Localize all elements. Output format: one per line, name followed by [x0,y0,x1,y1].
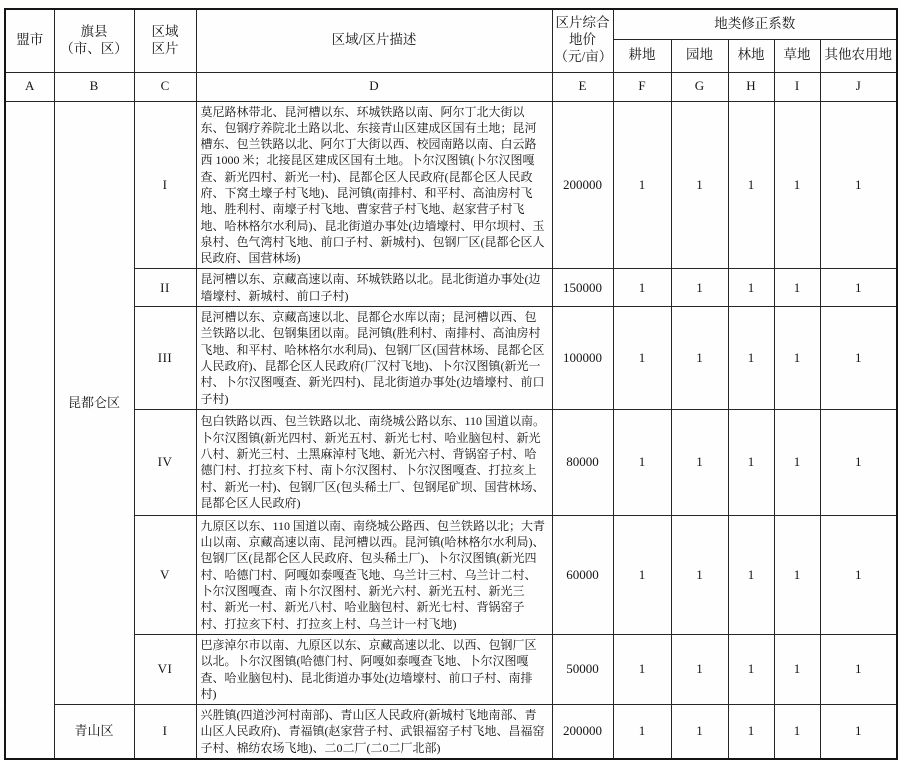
price-cell: 100000 [552,307,613,410]
coef-grass-cell: 1 [774,705,820,759]
coef-other-cell: 1 [820,269,897,307]
header-price-line2: 地价 [569,32,596,48]
header-league-city: 盟市 [5,9,54,72]
coef-forest-cell: 1 [728,409,774,515]
coef-other-cell: 1 [820,515,897,634]
header-land-type-orchard: 园地 [671,39,728,72]
header-zone-line1: 区域 [151,23,179,39]
header-county-line2: （市、区） [60,40,128,56]
column-letter-b: B [54,72,134,101]
header-price-line3: （元/亩） [554,49,613,65]
coef-cultivated-cell: 1 [613,409,671,515]
description-cell: 包白铁路以西、包兰铁路以北、南绕城公路以东、110 国道以南。卜尔汉图镇(新光四村、新光五村、新光七村、哈业脑包村、新光八村、新光三村、土黑麻淖村飞地、新光六村、背锅窑子村、哈德门村、打拉亥下村、南卜尔汉图村、卜尔汉图嘎查、打拉亥上村、新光一村)、包钢厂区(包头稀土厂、包钢尾矿坝、国营林场、昆都仑区人民政府) [196,409,552,515]
description-cell: 兴胜镇(四道沙河村南部)、青山区人民政府(新城村飞地南部、青山区人民政府)、青福镇(赵家营子村、武银福窑子村飞地、昌福窑子村、棉纺农场飞地)、二0二厂(二0二厂北部) [196,705,552,759]
header-county [54,9,134,72]
table-row [5,409,897,515]
table-row [5,515,897,634]
coef-other-cell: 1 [820,307,897,410]
coef-orchard-cell: 1 [671,307,728,410]
zone-cell: IV [134,409,196,515]
zone-cell: V [134,515,196,634]
table-row [5,705,897,759]
column-letter-f: F [613,72,671,101]
price-cell: 150000 [552,269,613,307]
coef-forest-cell: 1 [728,101,774,269]
column-letter-a: A [5,72,54,101]
table-row [5,307,897,410]
coef-other-cell: 1 [820,101,897,269]
coef-other-cell: 1 [820,409,897,515]
header-land-type-forest: 林地 [728,39,774,72]
coef-forest-cell: 1 [728,515,774,634]
coef-cultivated-cell: 1 [613,269,671,307]
coef-cultivated-cell: 1 [613,515,671,634]
price-cell: 80000 [552,409,613,515]
table-row [5,634,897,704]
price-cell: 200000 [552,705,613,759]
coef-grass-cell: 1 [774,515,820,634]
description-cell: 昆河槽以东、京藏高速以北、昆都仑水库以南；昆河槽以西、包兰铁路以北、包钢集团以南。昆河镇(胜利村、南排村、高油房村飞地、和平村、哈林格尔水利局)、包钢厂区(国营林场、昆都仑区人民政府)、昆都仑区人民政府(厂汉村飞地)、卜尔汉图镇(新光一村、卜尔汉图嘎查、新光四村)、昆北街道办事处(边墙壕村、前口子村) [196,307,552,410]
zone-cell: III [134,307,196,410]
coef-cultivated-cell: 1 [613,101,671,269]
zone-cell: II [134,269,196,307]
header-zone [134,9,196,72]
header-zone-line2: 区片 [151,40,179,56]
header-coefficient-group: 地类修正系数 [613,9,897,39]
district-cell-qingshan: 青山区 [54,705,134,759]
description-cell: 九原区以东、110 国道以南、南绕城公路西、包兰铁路以北；大青山以南、京藏高速以南、昆河槽以西。昆河镇(哈林格尔水利局)、包钢厂区(昆都仑区人民政府、包头稀土厂)、卜尔汉图镇(新光四村、哈德门村、阿嘎如泰嘎查飞地、乌兰计三村、乌兰计二村、卜尔汉图嘎查、南卜尔汉图村、新光六村、新光五村、新光三村、新光一村、新光八村、哈业脑包村、新光七村、背锅窑子村、打拉亥下村、打拉亥上村、乌兰计一村飞地) [196,515,552,634]
header-county-line1: 旗县 [80,23,108,39]
coef-grass-cell: 1 [774,409,820,515]
table-row [5,101,897,269]
header-land-type-grass: 草地 [774,39,820,72]
column-letter-c: C [134,72,196,101]
coef-orchard-cell: 1 [671,515,728,634]
coef-cultivated-cell: 1 [613,307,671,410]
coef-other-cell: 1 [820,634,897,704]
coef-orchard-cell: 1 [671,634,728,704]
description-cell: 莫尼路林带北、昆河槽以东、环城铁路以南、阿尔丁北大街以东、包钢疗养院北土路以北、东接青山区建成区国有土地；昆河槽东、包兰铁路以北、阿尔丁大街以西、校园南路以南、白云路西 1000 米；北接昆区建成区国有土地。卜尔汉图镇(卜尔汉图嘎查、新光四村、新光一村)、昆都仑区人民政府(昆都仑区人民政府、下窝土壕子村飞地)、昆河镇(南排村、和平村、高油房村飞地、胜利村、南壕子村飞地、曹家营子村飞地、赵家营子村飞地、哈林格尔水利局)、昆北街道办事处(边墙壕村、甲尔坝村、玉泉村、色气湾村飞地、前口子村、新城村)、包钢厂区(昆都仑区人民政府、国营林场) [196,101,552,269]
coef-orchard-cell: 1 [671,101,728,269]
header-description: 区域/区片描述 [196,9,552,72]
column-letter-h: H [728,72,774,101]
coef-orchard-cell: 1 [671,705,728,759]
header-land-type-other: 其他农用地 [820,39,897,72]
league-city-cell-empty [5,101,54,759]
price-cell: 50000 [552,634,613,704]
column-letter-i: I [774,72,820,101]
coef-other-cell: 1 [820,705,897,759]
land-price-table [4,8,898,760]
coef-grass-cell: 1 [774,307,820,410]
coef-cultivated-cell: 1 [613,634,671,704]
column-letter-d: D [196,72,552,101]
price-cell: 200000 [552,101,613,269]
coef-grass-cell: 1 [774,101,820,269]
zone-cell: I [134,705,196,759]
header-land-type-cultivated: 耕地 [613,39,671,72]
coef-cultivated-cell: 1 [613,705,671,759]
column-letter-j: J [820,72,897,101]
coef-grass-cell: 1 [774,269,820,307]
table-row [5,269,897,307]
column-letter-e: E [552,72,613,101]
description-cell: 巴彦淖尔市以南、九原区以东、京藏高速以北、以西、包钢厂区以北。卜尔汉图镇(哈德门村、阿嘎如泰嘎查飞地、卜尔汉图嘎查、哈业脑包村)、昆北街道办事处(边墙壕村、前口子村、南排村) [196,634,552,704]
coef-orchard-cell: 1 [671,409,728,515]
coef-orchard-cell: 1 [671,269,728,307]
header-price [552,9,613,72]
coef-forest-cell: 1 [728,705,774,759]
district-cell-kundulun: 昆都仑区 [54,101,134,705]
zone-cell: I [134,101,196,269]
coef-forest-cell: 1 [728,269,774,307]
price-cell: 60000 [552,515,613,634]
coef-forest-cell: 1 [728,634,774,704]
header-price-line1: 区片综合 [555,15,610,31]
column-letter-g: G [671,72,728,101]
coef-grass-cell: 1 [774,634,820,704]
coef-forest-cell: 1 [728,307,774,410]
description-cell: 昆河槽以东、京藏高速以南、环城铁路以北。昆北街道办事处(边墙壕村、新城村、前口子村) [196,269,552,307]
zone-cell: VI [134,634,196,704]
